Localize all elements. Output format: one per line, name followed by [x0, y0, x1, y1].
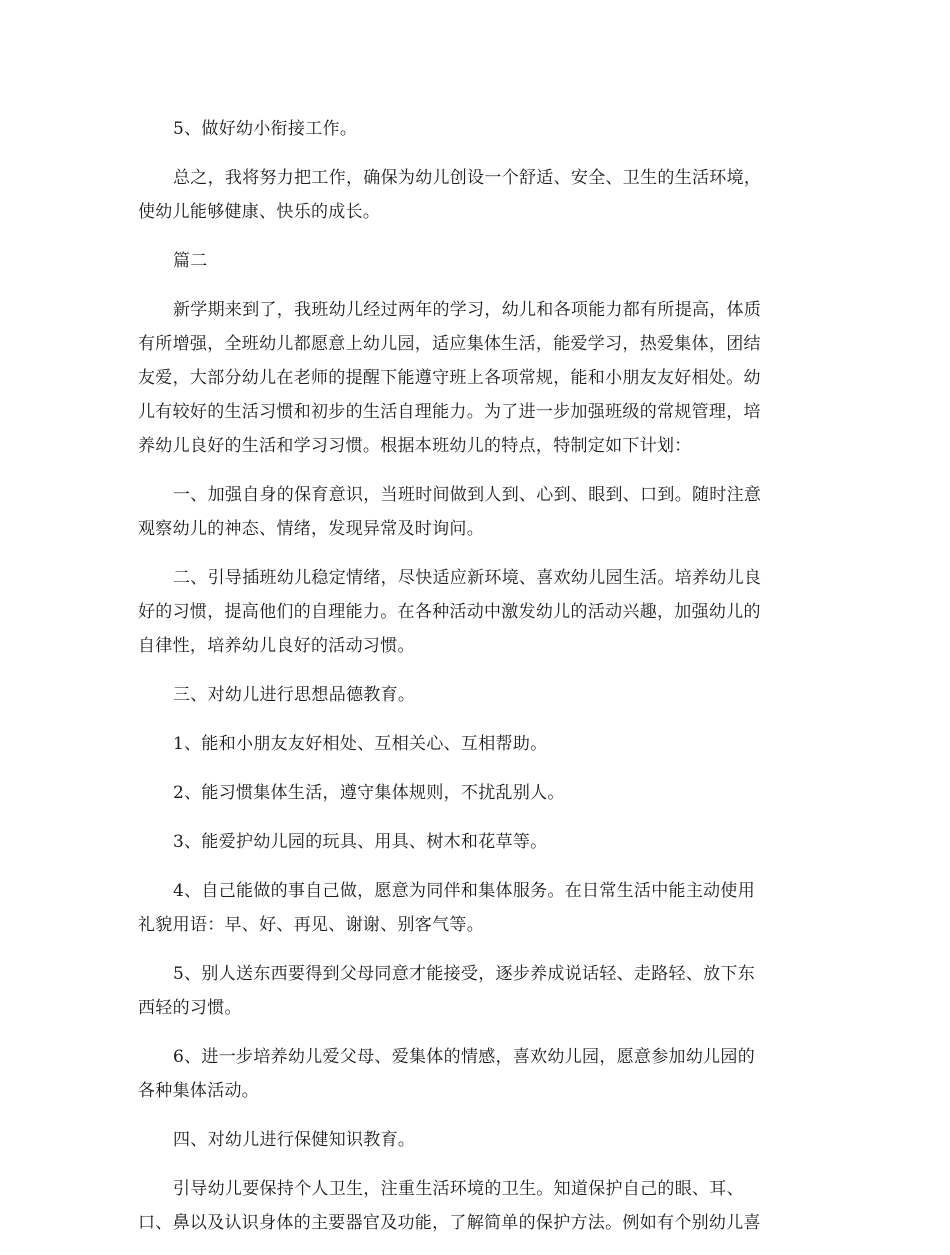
text-line: 有所增强，全班幼儿都愿意上幼儿园，适应集体生活，能爱学习，热爱集体，团结 [138, 334, 761, 354]
text-line: 四、对幼儿进行保健知识教育。 [173, 1130, 416, 1150]
text-line: 各种集体活动。 [138, 1081, 260, 1101]
document-body [138, 112, 812, 1255]
paragraph [138, 561, 812, 663]
paragraph [138, 244, 812, 278]
text-line: 儿有较好的生活习惯和初步的生活自理能力。为了进一步加强班级的常规管理，培 [138, 402, 761, 422]
text-line: 5、别人送东西要得到父母同意才能接受，逐步养成说话轻、走路轻、放下东 [173, 964, 756, 984]
text-line: 观察幼儿的神态、情绪，发现异常及时询问。 [138, 519, 484, 539]
text-line: 新学期来到了，我班幼儿经过两年的学习，幼儿和各项能力都有所提高，体质 [173, 300, 762, 320]
paragraph [138, 727, 812, 761]
text-line: 友爱，大部分幼儿在老师的提醒下能遵守班上各项常规，能和小朋友友好相处。幼 [138, 368, 761, 388]
text-line: 5、做好幼小衔接工作。 [173, 119, 358, 139]
text-line: 6、进一步培养幼儿爱父母、爱集体的情感，喜欢幼儿园，愿意参加幼儿园的 [173, 1047, 756, 1067]
paragraph [138, 112, 812, 146]
text-line: 4、自己能做的事自己做，愿意为同伴和集体服务。在日常生活中能主动使用 [173, 881, 756, 901]
text-line: 总之，我将努力把工作，确保为幼儿创设一个舒适、安全、卫生的生活环境， [173, 168, 762, 188]
text-line: 养幼儿良好的生活和学习习惯。根据本班幼儿的特点，特制定如下计划： [138, 436, 692, 456]
paragraph [138, 678, 812, 712]
text-line: 三、对幼儿进行思想品德教育。 [173, 685, 416, 705]
paragraph [138, 957, 812, 1025]
paragraph [138, 293, 812, 463]
text-line: 2、能习惯集体生活，遵守集体规则，不扰乱别人。 [173, 783, 565, 803]
text-line: 自律性，培养幼儿良好的活动习惯。 [138, 636, 415, 656]
text-line: 篇二 [173, 251, 208, 271]
paragraph [138, 776, 812, 810]
paragraph [138, 478, 812, 546]
text-line: 好的习惯，提高他们的自理能力。在各种活动中激发幼儿的活动兴趣，加强幼儿的 [138, 602, 761, 622]
text-line: 使幼儿能够健康、快乐的成长。 [138, 202, 381, 222]
text-line: 3、能爱护幼儿园的玩具、用具、树木和花草等。 [173, 832, 548, 852]
paragraph [138, 1040, 812, 1108]
paragraph [138, 874, 812, 942]
text-line: 口、鼻以及认识身体的主要器官及功能，了解简单的保护方法。例如有个别幼儿喜 [138, 1213, 761, 1233]
paragraph [138, 1123, 812, 1157]
paragraph [138, 161, 812, 229]
text-line: 引导幼儿要保持个人卫生，注重生活环境的卫生。知道保护自己的眼、耳、 [173, 1179, 744, 1199]
text-line: 二、引导插班幼儿稳定情绪，尽快适应新环境、喜欢幼儿园生活。培养幼儿良 [173, 568, 762, 588]
text-line: 西轻的习惯。 [138, 998, 242, 1018]
paragraph [138, 825, 812, 859]
text-line: 礼貌用语：早、好、再见、谢谢、别客气等。 [138, 915, 484, 935]
text-line: 1、能和小朋友友好相处、互相关心、互相帮助。 [173, 734, 548, 754]
text-line: 一、加强自身的保育意识，当班时间做到人到、心到、眼到、口到。随时注意 [173, 485, 762, 505]
